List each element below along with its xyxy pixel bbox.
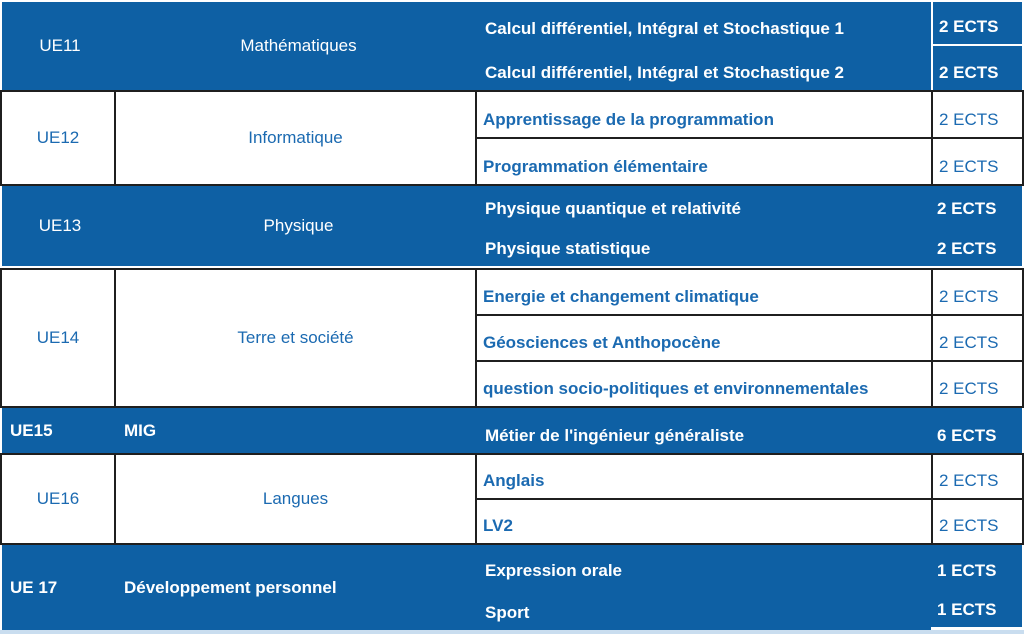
course-list: [477, 270, 1022, 406]
row-group-ue17: [0, 545, 1024, 630]
ue-code-cell: UE15: [10, 420, 53, 440]
subject-cell: Physique: [263, 216, 334, 235]
row-group-ue16: [0, 453, 1024, 545]
course-name-cell: Expression orale: [485, 560, 623, 580]
bottom-edge-strip: [0, 630, 1024, 634]
course-row: [477, 316, 1022, 362]
course-list: [479, 408, 1022, 453]
row-group-ue12: [0, 90, 1024, 186]
ue-code-cell: UE14: [2, 270, 116, 406]
ue-code-cell: UE12: [2, 92, 116, 184]
ue-code-cell: UE 17: [10, 577, 58, 597]
course-row: [477, 139, 1022, 184]
ects-cell: 2 ECTS: [931, 362, 1022, 406]
subject-cell: Mathématiques: [240, 36, 357, 55]
course-name-cell: Sport: [485, 603, 530, 622]
ects-cell: 2 ECTS: [931, 500, 1022, 543]
course-name-cell: question socio-politiques et environnementales: [483, 379, 869, 398]
course-row: [477, 362, 1022, 406]
course-name-cell: Calcul différentiel, Intégral et Stochastique 1: [485, 19, 844, 38]
course-list: [479, 186, 1022, 266]
course-list: [477, 455, 1022, 543]
course-list: [479, 545, 1022, 630]
course-row: [479, 46, 1022, 90]
ects-cell: 2 ECTS: [931, 139, 1022, 184]
course-name-cell: LV2: [483, 516, 513, 535]
course-name-cell: Energie et changement climatique: [483, 287, 759, 306]
course-row: [477, 92, 1022, 139]
course-row: [477, 500, 1022, 543]
course-row: [479, 588, 1022, 631]
ects-cell: 1 ECTS: [931, 588, 1022, 631]
course-name-cell: Physique statistique: [485, 239, 651, 258]
ects-cell: 2 ECTS: [931, 92, 1022, 137]
subject-cell: Terre et société: [116, 270, 477, 406]
ue-code-cell: UE11: [39, 36, 81, 55]
course-name-cell: Physique quantique et relativité: [485, 199, 742, 218]
course-row: [479, 2, 1022, 46]
course-list: [479, 2, 1022, 90]
course-row: [479, 545, 1022, 588]
ue-code-cell: UE13: [38, 216, 82, 235]
course-row: [479, 408, 1022, 453]
subject-cell: Développement personnel: [124, 577, 337, 597]
course-name-cell: Calcul différentiel, Intégral et Stochastique 2: [485, 63, 844, 82]
ects-cell: 6 ECTS: [937, 426, 997, 445]
subject-cell: Langues: [116, 455, 477, 543]
ects-cell: 2 ECTS: [937, 239, 997, 258]
ue-code-cell: UE16: [2, 455, 116, 543]
ects-cell: 2 ECTS: [931, 270, 1022, 314]
row-group-ue11: [0, 0, 1024, 90]
row-group-ue15: [0, 408, 1024, 453]
course-row: [479, 226, 1022, 266]
course-row: [477, 270, 1022, 316]
ects-cell: 2 ECTS: [931, 316, 1022, 360]
course-name-cell: Apprentissage de la programmation: [483, 110, 774, 129]
course-name-cell: Programmation élémentaire: [483, 157, 708, 176]
course-row: [477, 455, 1022, 500]
ects-cell: 2 ECTS: [937, 199, 997, 218]
ects-cell: 2 ECTS: [931, 455, 1022, 498]
course-name-cell: Métier de l'ingénieur généraliste: [485, 426, 745, 445]
row-group-ue14: [0, 268, 1024, 408]
course-row: [479, 186, 1022, 226]
ects-cell: 2 ECTS: [931, 2, 1022, 46]
course-name-cell: Géosciences et Anthopocène: [483, 333, 721, 352]
ects-cell: 2 ECTS: [931, 46, 1022, 90]
ects-cell: 1 ECTS: [937, 560, 997, 580]
row-group-ue13: [0, 186, 1024, 268]
subject-cell: MIG: [124, 420, 157, 440]
course-list: [477, 92, 1022, 184]
subject-cell: Informatique: [116, 92, 477, 184]
course-name-cell: Anglais: [483, 471, 545, 490]
